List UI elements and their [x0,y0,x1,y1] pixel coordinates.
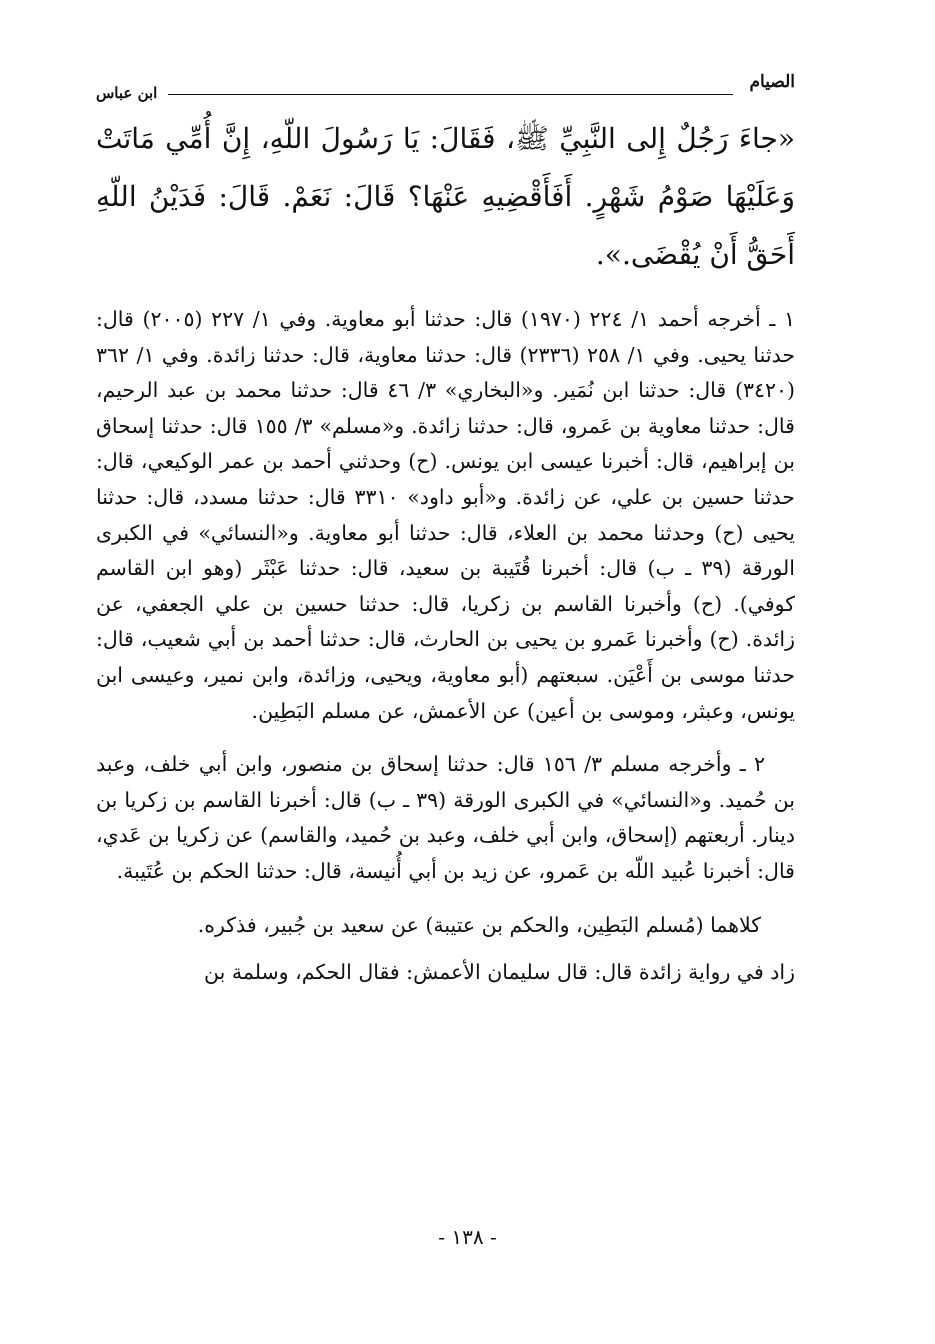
takhrij-paragraph-3: كلاهما (مُسلم البَطِين، والحكم بن عتيبة) عن سعيد بن جُبير، فذكره. [197,912,761,937]
takhrij-paragraph-4: زاد في رواية زائدة قال: قال سليمان الأعمش: فقال الحكم، وسلمة بن [204,960,795,985]
header-rule [168,94,733,95]
running-header [96,72,795,106]
page-number: - ١٣٨ - [438,1225,497,1249]
hadith-text: «جاءَ رَجُلٌ إِلى النَّبِيِّ ﷺ، فَقَالَ: يَا رَسُولَ اللّهِ، إِنَّ أُمِّي مَاتَتْ وَعَلَيْهَا صَوْمُ شَهْرٍ. أَفَأَقْضِيهِ عَنْهَا؟ قَالَ: نَعَمْ. قَالَ: فَدَيْنُ اللّهِ أَحَقُّ أَنْ يُقْضَى.». [96,122,795,271]
commentary-body [96,302,795,991]
section-title: الصيام [749,72,795,92]
narrator-name: ابن عباس [96,84,158,102]
takhrij-paragraph-1: ١ ـ أخرجه أحمد ١/ ٢٢٤ (١٩٧٠) قال: حدثنا أبو معاوية. وفي ١/ ٢٢٧ (٢٠٠٥) قال: حدثنا يحيى. وفي ١/ ٢٥٨ (٢٣٣٦) قال: حدثنا معاوية، قال: حدثنا زائدة. وفي ١/ ٣٦٢ (٣٤٢٠) قال: حدثنا ابن نُمَير. و«البخاري» ٣/ ٤٦ قال: حدثنا محمد بن عبد الرحيم، قال: حدثنا معاوية بن عَمرو، قال: حدثنا زائدة. و«مسلم» ٣/ ١٥٥ قال: حدثنا إسحاق بن إبراهيم، قال: أخبرنا عيسى ابن يونس. (ح) وحدثني أحمد بن عمر الوكيعي، قال: حدثنا حسين بن علي، عن زائدة. و«أبو داود» ٣٣١٠ قال: حدثنا مسدد، قال: حدثنا يحيى (ح) وحدثنا محمد بن العلاء، قال: حدثنا أبو معاوية. و«النسائي» في الكبرى الورقة (٣٩ ـ ب) قال: أخبرنا قُتَيبة بن سعيد، قال: حدثنا عَبْثَر (وهو ابن القاسم كوفي). (ح) وأخبرنا القاسم بن زكريا، قال: حدثنا حسين بن علي الجعفي، عن زائدة. (ح) وأخبرنا عَمرو بن يحيى بن الحارث، قال: حدثنا أحمد بن أبي شعيب، قال: حدثنا موسى بن أَعْيَن. سبعتهم (أبو معاوية، ويحيى، وزائدة، وابن نمير، وعيسى ابن يونس، وعبثر، وموسى بن أعين) عن الأعمش، عن مسلم البَطِين. [96,307,796,723]
takhrij-paragraph-2: ٢ ـ وأخرجه مسلم ٣/ ١٥٦ قال: حدثنا إسحاق بن منصور، وابن أبي خلف، وعبد بن حُميد. و«النسائي» في الكبرى الورقة (٣٩ ـ ب) قال: أخبرنا القاسم بن زكريا بن دينار. أربعتهم (إسحاق، وابن أبي خلف، وعبد بن حُميد، والقاسم) عن زكريا بن عَدي، قال: أخبرنا عُبيد اللّه بن عَمرو، عن زيد بن أبي أُنيسة، قال: حدثنا الحكم بن عُتَيبة. [96,752,795,883]
